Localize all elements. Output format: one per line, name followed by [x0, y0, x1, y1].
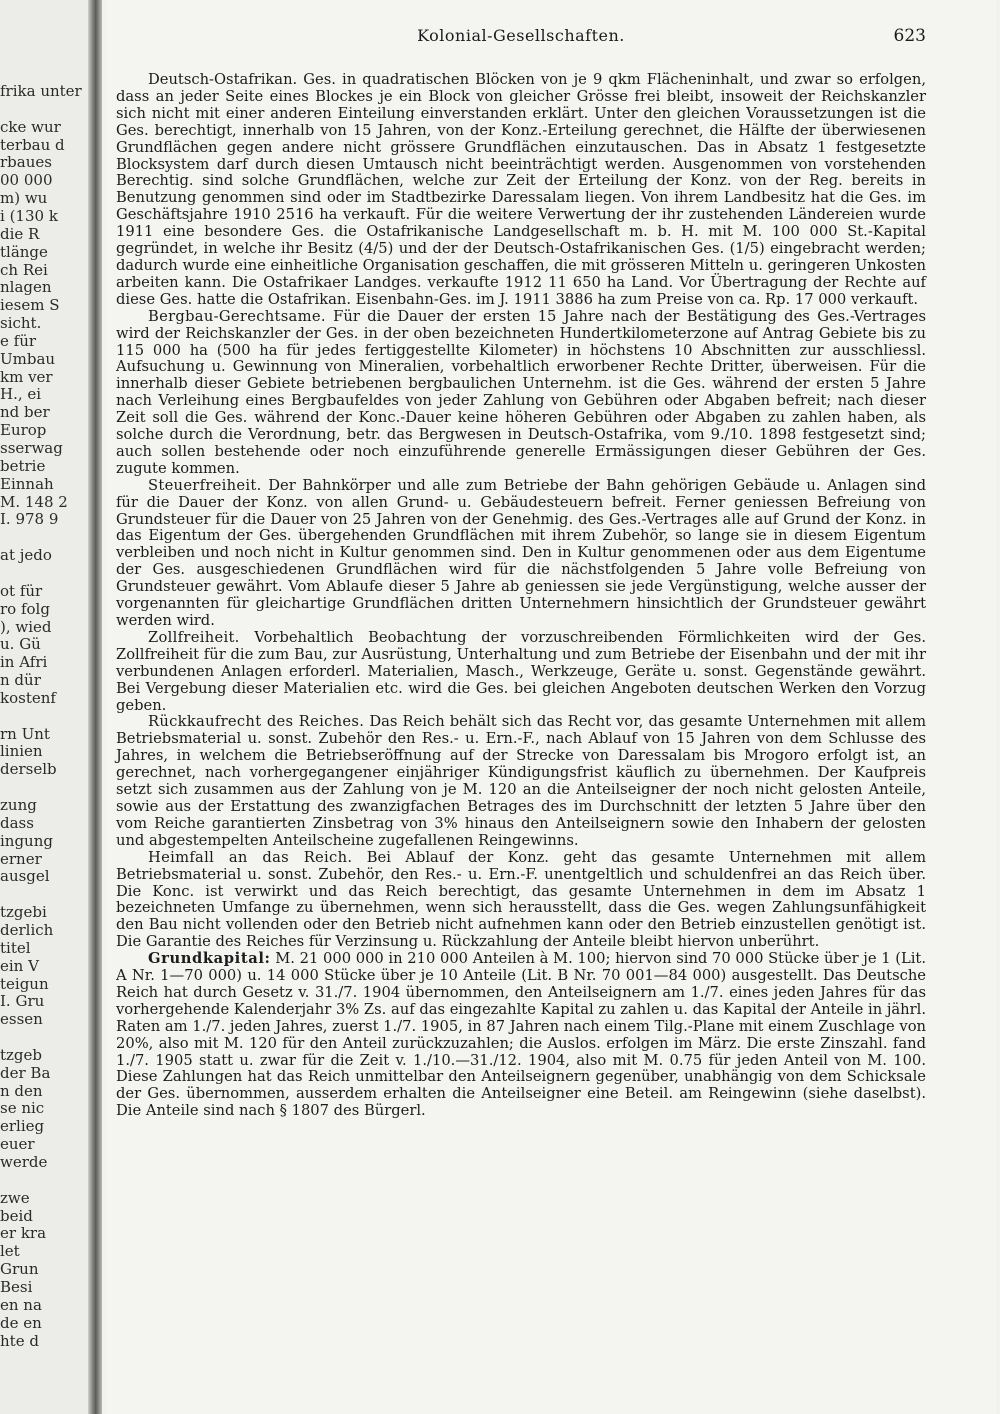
paragraph: Bergbau-Gerechtsame. Für die Dauer der ersten 15 Jahre nach der Bestätigung des Ges.-Vertrages wird der Reichskanzler der Ges. in der oben bezeichneten Hundertkilometerzone auf Antrag Gebiete bis zu 115 000 ha (500 ha für jedes fertiggestellte Kilometer) in höchstens 10 Abschnitten zur ausschliessl. Aufsuchung u. Gewinnung von Mineralien, vorbehaltlich erworbener Rechte Dritter, überweisen. Für die innerhalb dieser Gebiete betriebenen bergbaulichen Unternehm. ist die Ges. während der ersten 5 Jahre nach Verleihung eines Bergbaufeldes von jeder Zahlung von Gebühren oder Abgaben befreit; nach dieser Zeit soll die Ges. während der Konc.-Dauer keine höheren Gebühren oder Abgaben zu zahlen haben, als solche durch die Verordnung, betr. das Bergwesen in Deutsch-Ostafrika, vom 9./10. 1898 festgesetzt sind; auch sollen bestehende oder noch einzuführende generelle Ermässigungen dieser Gebühren der Ges. zugute kommen.: [116, 307, 926, 477]
left-page-fragment: teigun: [0, 974, 49, 993]
left-page-fragment: linien: [0, 742, 43, 761]
left-page-fragment: let: [0, 1242, 20, 1261]
left-page-fragment: I. Gru: [0, 992, 45, 1011]
left-page-fragment: Europ: [0, 421, 47, 440]
left-page-fragment: zung: [0, 796, 37, 814]
left-page-fragment: M. 148 2: [0, 492, 68, 511]
left-page-fragment: ch Rei: [0, 260, 48, 279]
paragraph: Zollfreiheit. Vorbehaltlich Beobachtung der vorzuschreibenden Förmlichkeiten wird der Ges. Zollfreiheit für die zum Bau, zur Ausrüstung, Unterhaltung und zum Betriebe der Eisenbahn und der mit ihr verbundenen Anlagen erforderl. Materialien, Masch., Werkzeuge, Geräte u. sonst. Gegenstände gewährt. Bei Vergebung dieser Materialien etc. wird die Ges. bei gleichen Angeboten deutschen Werken den Vorzug geben.: [116, 628, 926, 714]
left-page-fragment: i (130 k: [0, 206, 58, 225]
left-page-fragment: hte d: [0, 1331, 39, 1350]
left-page-fragment: Grun: [0, 1260, 39, 1279]
left-page-fragment: rbaues: [0, 153, 52, 172]
section-heading: Heimfall an das Reich.: [148, 848, 353, 866]
left-page-fragment: euer: [0, 1135, 35, 1154]
section-heading: Bergbau-Gerechtsame.: [148, 307, 326, 325]
adjacent-page-margin: [0, 0, 88, 1414]
left-page-fragment: rn Unt: [0, 724, 50, 743]
body-text: [116, 72, 926, 1120]
left-page-fragment: ein V: [0, 956, 39, 975]
section-heading: Zollfreiheit.: [148, 628, 240, 646]
left-page-fragment: iesem S: [0, 296, 60, 315]
left-page-fragment: sserwag: [0, 439, 63, 457]
left-page-fragment: ro folg: [0, 599, 50, 618]
section-heading: Steuerfreiheit.: [148, 476, 262, 494]
left-page-fragment: kostenf: [0, 688, 56, 707]
left-page-fragment: terbau d: [0, 135, 65, 154]
left-page-fragment: in Afri: [0, 653, 48, 672]
left-page-fragment: ausgel: [0, 867, 50, 886]
left-page-fragment: die R: [0, 224, 40, 243]
left-page-fragment: tlänge: [0, 242, 48, 261]
left-page-fragment: sicht.: [0, 314, 42, 333]
left-page-fragment: dass: [0, 813, 34, 832]
left-page-fragment: u. Gü: [0, 635, 41, 654]
left-page-fragment: nd ber: [0, 403, 50, 422]
section-heading: Rückkaufrecht des Reiches.: [148, 713, 365, 731]
section-heading: Grundkapital:: [148, 950, 271, 968]
left-page-fragment: nlagen: [0, 278, 52, 297]
left-page-fragment: ot für: [0, 581, 43, 600]
paragraph: Rückkaufrecht des Reiches. Das Reich behält sich das Recht vor, das gesamte Unternehmen mit allem Betriebsmaterial u. sonst. Zubehör den Res.- u. Ern.-F., nach Ablauf von 15 Jahren von dem Schlusse des Jahres, in welchem die Betriebseröffnung auf der Strecke von Daressalam bis Mrogoro erfolgt ist, an gerechnet, nach vorhergegangener einjähriger Kündigungsfrist käuflich zu übernehmen. Der Kaufpreis setzt sich zusammen aus der Zahlung von je M. 120 an die Anteilseigner der noch nicht gelosten Anteile, sowie aus der Erstattung des zwanzigfachen Betrages des im Durchschnitt der letzten 5 Jahre über den vom Reiche garantierten Zinsbetrag von 3% hinaus den Anteilseignern sowie den Inhabern der gelosten und abgestempelten Anteilscheine zugefallenen Reingewinns.: [116, 713, 926, 849]
left-page-fragment: se nic: [0, 1099, 45, 1118]
left-page-fragment: zwe: [0, 1188, 30, 1207]
left-page-fragment: km ver: [0, 367, 53, 386]
left-page-fragment: derlich: [0, 920, 54, 939]
left-page-fragment: ), wied: [0, 617, 52, 636]
left-page-fragment: m) wu: [0, 189, 48, 208]
paragraph: Heimfall an das Reich. Bei Ablauf der Konz. geht das gesamte Unternehmen mit allem Betriebsmaterial u. sonst. Zubehör, den Res.- u. Ern.-F. unentgeltlich und schuldenfrei an das Reich über. Die Konc. ist verwirkt und das Reich berechtigt, das gesamte Unternehmen in dem im Absatz 1 bezeichneten Umfange zu übernehmen, wenn sich herausstellt, dass die Ges. wegen Zahlungsunfähigkeit den Bau nicht vollenden oder den Betrieb nicht aufnehmen kann oder den Betrieb einzustellen genötigt ist. Die Garantie des Reiches für Verzinsung u. Rückzahlung der Anteile bleibt hiervon unberührt.: [116, 848, 926, 951]
left-page-fragment: er kra: [0, 1224, 47, 1243]
left-page-fragment: der Ba: [0, 1063, 51, 1082]
left-page-fragment: en na: [0, 1295, 42, 1314]
left-page-fragment: erlieg: [0, 1117, 45, 1136]
left-page-fragment: tzgeb: [0, 1045, 43, 1064]
left-page-fragment: I. 978 9: [0, 510, 59, 529]
running-title: Kolonial-Gesellschaften.: [417, 26, 625, 45]
left-page-fragment: Besi: [0, 1277, 33, 1296]
left-page-fragment: tzgebi: [0, 903, 47, 922]
left-page-fragment: betrie: [0, 456, 46, 475]
paragraph: Steuerfreiheit. Der Bahnkörper und alle zum Betriebe der Bahn gehörigen Gebäude u. Anlagen sind für die Dauer der Konz. von allen Grund- u. Gebäudesteuern befreit. Ferner geniessen Befreiung von Grundsteuer für die Dauer von 25 Jahren von der Genehmig. des Ges.-Vertrages alle auf Grund der Konz. in das Eigentum der Ges. übergehenden Grundflächen mit ihrem Zubehör, so lange sie in diesem Eigentum verbleiben und noch nicht in Kultur genommen sind. Den in Kultur genommenen oder aus dem Eigentume der Ges. ausgeschiedenen Grundflächen wird für die nächstfolgenden 5 Jahre volle Befreiung von Grundsteuer gewährt. Vom Ablaufe dieser 5 Jahre ab geniessen sie jede Vergünstigung, welche ausser der vorgenannten für gleichartige Grundflächen dritten Unternehmern hinsichtlich der Grundsteuer gewährt werden wird.: [116, 476, 926, 629]
paragraph: Grundkapital: M. 21 000 000 in 210 000 Anteilen à M. 100; hiervon sind 70 000 Stücke über je 1 (Lit. A Nr. 1—70 000) u. 14 000 Stücke über je 10 Anteile (Lit. B Nr. 70 001—84 000) ausgestellt. Das Deutsche Reich hat durch Gesetz v. 31./7. 1904 übernommen, den Anteilseignern am 1./7. eines jeden Jahres für das vorhergehende Kalenderjahr 3% Zs. auf das eingezahlte Kapital zu zahlen u. das Kapital der Anteile in jährl. Raten am 1./7. jeden Jahres, zuerst 1./7. 1905, in 87 Jahren nach einem Tilg.-Plane mit einem Zuschlage von 20%, also mit M. 120 für den Anteil zurückzuzahlen; die Auslos. erfolgen im März. Die erste Zinszahl. fand 1./7. 1905 statt u. zwar für die Zeit v. 1./10.—31./12. 1904, also mit M. 0.75 für jeden Anteil von M. 100. Diese Zahlungen hat das Reich unmittelbar den Anteilseignern gegenüber, unabhängig von dem Schicksale der Ges. übernommen, ausserdem erhalten die Anteilseigner eine Beteil. am Reingewinn (siehe daselbst). Die Anteile sind nach § 1807 des Bürgerl.: [116, 950, 926, 1120]
left-page-fragment: derselb: [0, 760, 57, 779]
left-page-fragment: n den: [0, 1081, 43, 1100]
paragraph: Deutsch-Ostafrikan. Ges. in quadratischen Blöcken von je 9 qkm Flächeninhalt, und zwar so erfolgen, dass an jeder Seite eines Blockes je ein Block von gleicher Grösse frei bleibt, insoweit der Reichskanzler sich nicht mit einer anderen Einteilung einverstanden erklärt. Unter den gleichen Voraussetzungen ist die Ges. berechtigt, innerhalb von 15 Jahren, von der Konz.-Erteilung gerechnet, die Hälfte der überwiesenen Grundflächen gegen andere nicht grössere Grundflächen einzutauschen. Das in Absatz 1 festgesetzte Blocksystem darf durch diesen Umtausch nicht beeinträchtigt werden. Ausgenommen von vorstehenden Berechtig. sind solche Grundflächen, welche zur Zeit der Erteilung der Konz. von der Reg. bereits in Benutzung genommen sind oder im Stadtbezirke Daressalam liegen. Von ihrem Landbesitz hat die Ges. im Geschäftsjahre 1910 2516 ha verkauft. Für die weitere Verwertung der ihr zustehenden Ländereien wurde 1911 eine besondere Ges. die Ostafrikanische Landgesellschaft m. b. H. mit M. 100 000 St.-Kapital gegründet, in welche ihr Besitz (4/5) und der der Deutsch-Ostafrikanischen Ges. (1/5) eingebracht werden; dadurch wurde eine einheitliche Organisation geschaffen, die mit grösseren Mitteln u. geringeren Unkosten arbeiten kann. Die Ostafrikaer Landges. verkaufte 1912 11 650 ha Land. Vor Übertragung der Rechte auf diese Ges. hatte die Ostafrikan. Eisenbahn-Ges. im J. 1911 3886 ha zum Preise von ca. Rp. 17 000 verkauft.: [116, 71, 926, 308]
book-gutter: [88, 0, 102, 1414]
left-page-fragment: H., ei: [0, 385, 42, 404]
page-number: 623: [893, 26, 926, 46]
left-page-fragment: cke wur: [0, 117, 61, 136]
left-page-fragment: at jedo: [0, 546, 52, 565]
left-page-fragment: titel: [0, 938, 31, 957]
left-page-fragment: beid: [0, 1206, 33, 1225]
left-page-fragment: ingung: [0, 831, 53, 850]
left-page-fragment: 00 000: [0, 171, 53, 190]
page-header: [116, 26, 926, 50]
left-page-fragment: e für: [0, 331, 37, 350]
left-page-fragment: essen: [0, 1010, 43, 1029]
left-page-fragment: Umbau: [0, 349, 56, 368]
left-page-fragment: n dür: [0, 671, 41, 690]
left-page-fragment: frika unter: [0, 82, 82, 100]
left-page-fragment: Einnah: [0, 474, 54, 493]
left-page-fragment: erner: [0, 849, 42, 868]
left-page-fragment: de en: [0, 1313, 42, 1332]
left-page-fragment: werde: [0, 1153, 48, 1171]
